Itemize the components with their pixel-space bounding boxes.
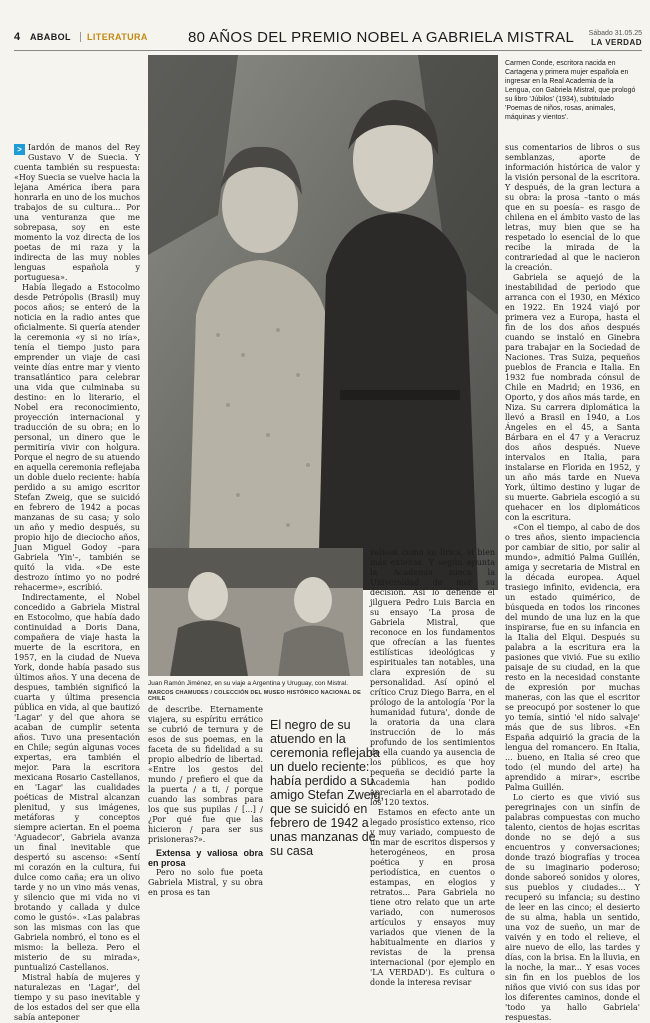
main-photo-caption: Carmen Conde, escritora nacida en Cartagena y primera mujer española en ingresar en la Real Academia de la Lengua, con Gabriela Mistral, que prologó su libro 'Júbilos' (1934), subtitulado 'Poemas de niños, rosas, animales, máquinas y vientos'. — [505, 60, 636, 121]
col2-paragraph: de describe. Eternamente viajera, su espíritu errático se cubrió de ternura y de esos de sus poemas, en la faceta de su fidelidad a su propio albedrío de libertad. «Entre los gestos del mundo / prefiero el que da la puerta / a ti, / porque cuando las sombras para los que sus pupilas / [...] / ¿Por qué fue que las hicieron / para ser sus prisioneras?». — [148, 705, 263, 844]
col1-paragraph: Indirectamente, el Nobel concedido a Gabriela Mistral en Estocolmo, que había dado continuidad a Doris Dana, compañera de viaje hasta la muerte de la escritora, en 1957, en la ciudad de Nueva York, donde había pasado sus últimos años. Y una decena de despues, también significó la cuarta y última presencia pública en vida, al que bautizó 'Lagar' y del que ahora se acaban de cumplir setenta años. Tuvo una presentación en Chile; según algunas voces expertas, era también el mejor. Para la escritora mexicana Rosario Castellanos, en 'Lagar' las cualidades poéticas de Mistral alcanzan plenitud, y sus imágenes, metáforas y conceptos siempre aciertan. En el poema 'Aguadecor', Gabriela avanza un final inevitable que despertó su ascenso: «Sentí mi corazón en la cultura, fui dulce como caña; era un olivo tarde y no un vino más venas, y silencio que mi vida no vi brotando y callada y dulce como le gustó». «Las palabras son las mismas con las que Gabriela nombró, el tono es el mismo: la belleza. Pero el misterio de su mirada», puntualizó Castellanos. — [14, 593, 140, 972]
col4-paragraph: Lo cierto es que vivió sus peregrinajes con un sinfín de palabras compuestas con mucho talento, cientos de hojas escritas donde no se dejó a sus encuentros y conversaciones; donde trazó biografías y trocea de su imaginario poderoso; donde saboreó sonidos y olores, sus pueblos y ciudades... Y recuperó su infancia; su destino de leer en las cinco; el desierto de su alma, habla un sentido, una voz de sueño, un mar de vaivén y en todo el relieve, el aire nuevo de ello, las tardes y días, con la brisa. En la lluvia, en la noche, la mar... Y esas voces sin fin en los pueblos de los niños que vivió con sus idas por los diferentes caminos, donde el 'todo ya hallo Gabriela' respuestas. — [505, 793, 640, 1022]
second-photo-caption — [148, 679, 363, 702]
issue-date: Sábado 31.05.25 — [588, 30, 642, 37]
second-photo-image — [148, 548, 363, 676]
page-headline: 80 AÑOS DEL PREMIO NOBEL A GABRIELA MISTRAL — [188, 29, 575, 46]
page-number: 4 — [14, 31, 21, 43]
subhead: Extensa y valiosa obra en prosa — [148, 848, 263, 868]
col3-paragraph: valiosa como su lírica, si bien más extensa. Y según apunta la Academia sueca la Universidad de mar su decisión. Así lo defiende el jilguera Pedro Luis Barcia en su ensayo 'La prosa de Gabriela Mistral, que reconoce en los fundamentos que ofrecían a las fuentes estilísticas ideológicas y espirituales tan notables, una clara expresión de su personalidad. Así opinó el crítico Cruz Diego Barra, en el prólogo de la antología 'Por la humanidad futura', donde de la oratoria da una clara instrucción de lo más profundo de los sentimientos de ella cuando ya ausencia de los públicos, es que hoy pequeña se decidió parte la Academia han podido apreciarla en el abarrotado de los 120 textos. — [370, 548, 495, 807]
col4-paragraph: Gabriela se aquejó de la inestabilidad de periodo que arranca con el 1930, en México en 1922. En 1924 viajó por primera vez a Europa, hasta el fin de los dos años después cuando se instaló en Ginebra para trabajar en la Sociedad de Naciones. Tras Suiza, pequeños pueblos de Francia e Italia. En 1932 fue nombrada cónsul de Chile en Madrid; en 1936, en Oporto, y dos años más tarde, en Niza. Su carrera diplomática la llevó a Brasil en 1940, a Los Ángeles en el 45, a Santa Bárbara en el 47 y a Veracruz dos años después. Nueve intervalos en Italia, para instalarse en Florida en 1952, y un año más tarde en Nueva York, último destino y lugar de su muerte. Gabriela escogió a su quehacer en los diplomáticos con la escritura. — [505, 273, 640, 522]
section-label: LITERATURA — [80, 32, 148, 42]
col3-paragraph: Estamos en efecto ante un legado prosístico extenso, rico y muy variado, compuesto de un mar de escritos dispersos y heterogéneos, en prosa poética y en prosa periodística, en cuentos o estampas, en elogios y retratos... Para Gabriela no tiene otro relato que un arte variado, con numerosos artículos y ensayos muy variados que vienen de la habitualmente en diarios y revistas de la prensa internacional (por ejemplo en 'LA VERDAD'). Es cultura o donde la interesa revisar — [370, 808, 495, 987]
col1-paragraph: Iardón de manos del Rey Gustavo V de Suecia. Y cuenta también su respuesta: «Hoy Suecia se vuelve hacia la lejana América ibera para honrarla en uno de los muchos trabajos de su cultura... Por una venturanza que me sobrepasa, soy en este momento la voz directa de los poetas de mi raza y la indirecta de las muy nobles lenguas española y portuguesa». — [14, 143, 140, 282]
header-rule — [14, 50, 642, 51]
col1-paragraph: Había llegado a Estocolmo desde Petrópolis (Brasil) muy pocos años; se enteró de la noticia en la radio antes que oficialmente. Si quería atender la ceremonia «y si no iría», tenía el tiempo justo para emprender un viaje de casi veinte días entre mar y viento transatlántico para celebrar una vida que culminaba su destino: en lo literario, el Nobel era reconocimiento, proyección internacional y traducción de su obra; en lo personal, un dinero que le permitiría vivir con holgura. Porque el negro de su atuendo en aquella ceremonia reflejaba un doble duelo reciente: había perdido a su amigo escritor Stefan Zweig, que se suicidó en febrero de 1942 a pocas manzanas de su casa; y solo un año y medio después, su propio hijo de dieciocho años, Juan Miguel Godoy –para Gabriela 'Yin'–, también se quitó la vida. «De este destrozo íntimo yo no podré rehacerme», escribió. — [14, 283, 140, 592]
col4-paragraph: sus comentarios de libros o sus semblanzas, aporte de información histórica de valor y la visión personal de la escritora. Y después, de la gran lectura a su obra: la prosa –tanto o más que en su poesía– es rasgo de chilena en el ámbito vasto de las letras, muy bien que se ha respetado lo esencial de lo que recibe la mirada de la contrariedad al que le nacieron la creación. — [505, 143, 640, 272]
photo-credit: MARCOS CHAMUDES / COLECCIÓN DEL MUSEO HISTÓRICO NACIONAL DE CHILE — [148, 690, 361, 702]
col1-paragraph: Mistral había de mujeres y naturalezas en 'Lagar', del tiempo y su paso inevitable y de los estados del ser que ella sabía anteponer — [14, 973, 140, 1022]
article-column-2 — [148, 705, 263, 897]
newspaper-name: LA VERDAD — [591, 38, 642, 47]
article-column-1 — [14, 143, 140, 1022]
article-column-4 — [505, 143, 640, 1022]
second-photo — [148, 548, 363, 676]
main-photo-image — [148, 55, 498, 590]
pull-quote: El negro de su atuendo en la ceremonia reflejaba un duelo reciente: había perdido a su amigo Stefan Zweig, que se suicidó en febrero de 1942 a unas manzanas de su casa — [270, 718, 384, 858]
col2-paragraph: Pero no solo fue poeta Gabriela Mistral, y su obra en prosa es tan — [148, 868, 263, 897]
masthead — [14, 29, 642, 49]
second-caption-text: Juan Ramón Jiménez, en su viaje a Argentina y Uruguay, con Mistral. — [148, 680, 349, 687]
main-photo — [148, 55, 498, 590]
dateline — [589, 29, 642, 47]
brand-label: ABABOL — [30, 32, 71, 42]
lead-arrow-icon: > — [14, 144, 25, 155]
col4-paragraph: «Con el tiempo, al cabo de dos o tres años, siento impaciencia por cambiar de sitio, por salir al mundo», admitió Palma Guillén, amiga y secretaria de Mistral en la década europea. Aquel trasiego infinito, evidencia, era un estado quimérico, de búsqueda en todos los rincones del mundo de una luz en la que inspirarse, fue en su infancia en la Italia del Elqui. Después su palabra a la escritura era la pasiones que vivió. Fue su exilio paisaje de su ciudad, en la que resto en la necesidad constante de expresión por muchas maneras, con las que el escritor se preocupó por sostener lo que yo temía, sintió 'el nido salvaje' más que de sus libros. «En España adquirió la gracia de la lengua del romancero. En Italia, ... bueno, en Italia sé creo que todo (el mundo del arte) ha aprendido a mirar», escribe Palma Guillén. — [505, 523, 640, 792]
